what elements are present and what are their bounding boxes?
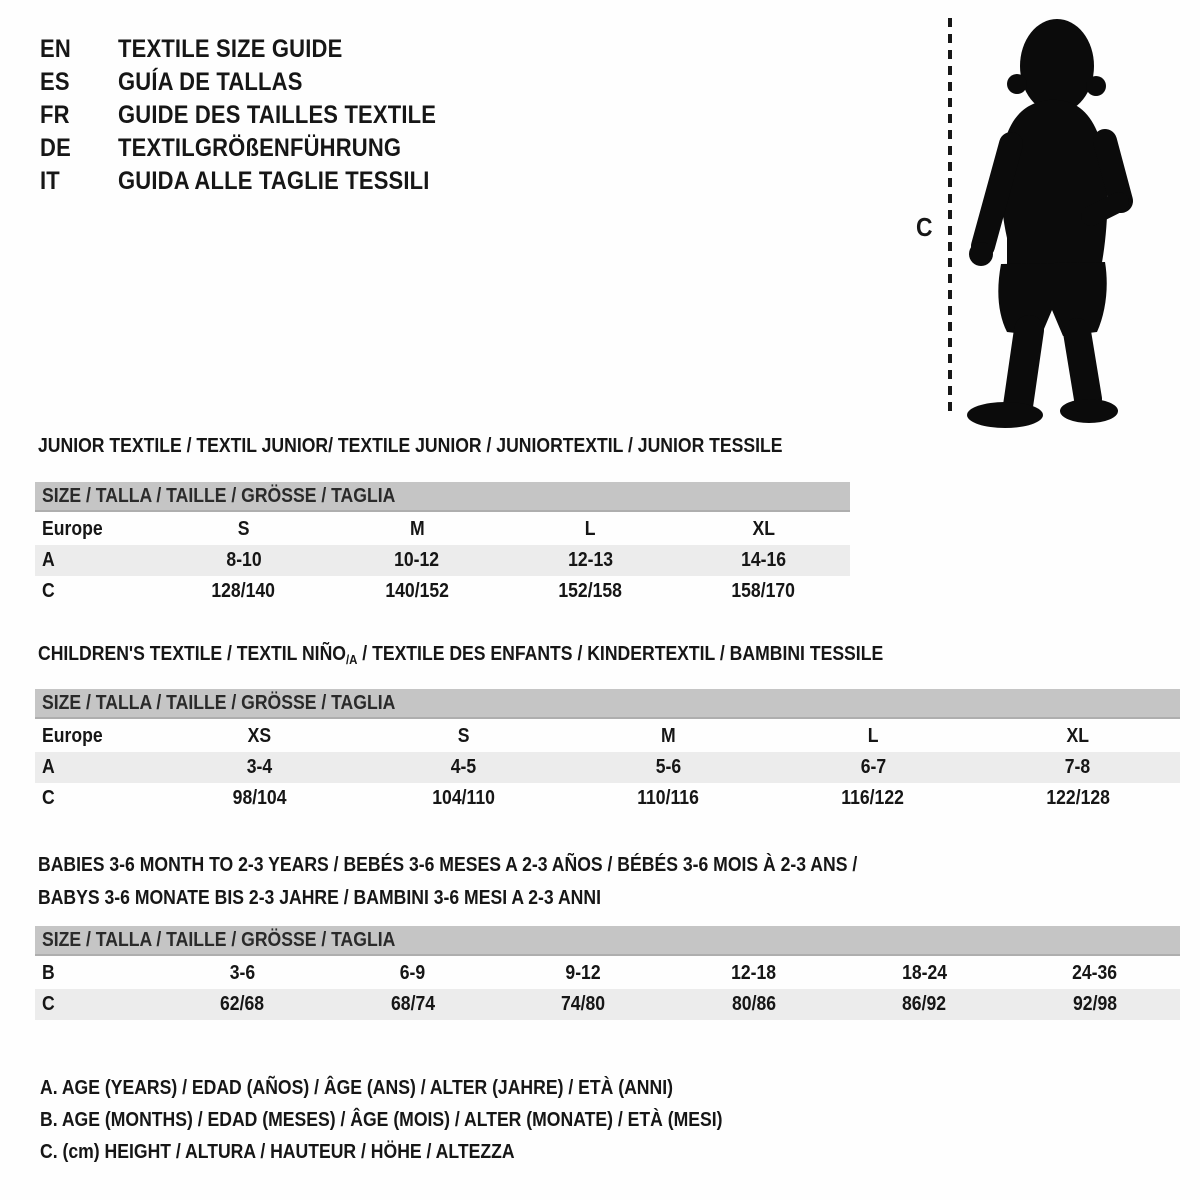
size-cell (677, 580, 850, 603)
size-section-junior (35, 434, 850, 602)
section-title-text: JUNIOR TEXTILE / TEXTIL JUNIOR/ TEXTILE JUNIOR / JUNIORTEXTIL / JUNIOR TESSILE (38, 435, 783, 457)
size-cell-text: 9-12 (565, 962, 601, 984)
size-cell-text: 6-9 (400, 962, 426, 984)
table-row (35, 989, 1180, 1020)
size-cell (157, 549, 330, 572)
row-label-text: B (42, 962, 55, 984)
section-title-text: / TEXTILE DES ENFANTS / KINDERTEXTIL / BAMBINI TESSILE (357, 643, 884, 665)
size-cell (157, 725, 362, 748)
row-label (35, 580, 157, 603)
size-cell-text: L (867, 725, 879, 747)
size-cell (157, 962, 328, 985)
language-title: GUIDE DES TAILLES TEXTILE (118, 101, 437, 129)
size-cell (566, 787, 771, 810)
size-cell (362, 756, 567, 779)
size-header-label: SIZE / TALLA / TAILLE / GRÖSSE / TAGLIA (42, 484, 396, 507)
size-cell-text: 7-8 (1064, 756, 1091, 778)
row-label (35, 787, 157, 810)
size-cell (157, 756, 362, 779)
section-title-text: BABIES 3-6 MONTH TO 2-3 YEARS / BEBÉS 3-6 MESES A 2-3 AÑOS / BÉBÉS 3-6 MOIS À 2-3 ANS / (38, 854, 858, 876)
size-table (35, 689, 1180, 814)
size-cell (669, 993, 840, 1016)
size-cell-text: 74/80 (561, 993, 606, 1015)
size-cell (362, 725, 567, 748)
size-cell (975, 787, 1180, 810)
height-dashed-line (948, 18, 952, 416)
language-title: GUÍA DE TALLAS (118, 68, 303, 96)
table-row (35, 958, 1180, 989)
row-label (35, 549, 157, 572)
size-cell (157, 993, 328, 1016)
size-header-bar (35, 482, 850, 512)
size-cell-text: 140/152 (385, 580, 449, 602)
row-label (35, 756, 157, 779)
size-cell (669, 962, 840, 985)
size-cell-text: L (584, 518, 596, 540)
size-cell-text: 158/170 (731, 580, 796, 602)
size-cell (498, 993, 669, 1016)
language-header (40, 33, 480, 198)
size-cell-text: XL (1066, 725, 1089, 747)
language-title: GUIDA ALLE TAGLIE TESSILI (118, 167, 430, 195)
size-cell (330, 518, 503, 541)
size-cell-text: 86/92 (902, 993, 947, 1015)
size-cell-text: 5-6 (655, 756, 682, 778)
size-cell-text: XS (247, 725, 272, 747)
size-cell (157, 518, 330, 541)
section-title-subscript: /A (345, 652, 358, 667)
table-row (35, 545, 850, 576)
language-row (40, 165, 480, 198)
language-row (40, 33, 480, 66)
size-cell-text: 18-24 (901, 962, 947, 984)
language-row (40, 66, 480, 99)
size-cell-text: 24-36 (1072, 962, 1118, 984)
figure-measure-label: C (916, 212, 933, 242)
size-cell (975, 725, 1180, 748)
language-title: TEXTILE SIZE GUIDE (118, 35, 343, 63)
language-code: ES (40, 68, 70, 96)
size-cell (330, 549, 503, 572)
size-cell-text: 122/128 (1045, 787, 1110, 809)
size-cell-text: S (458, 725, 470, 747)
size-cell (566, 725, 771, 748)
section-title (35, 434, 850, 458)
size-cell (328, 962, 499, 985)
size-cell (771, 756, 976, 779)
size-cell-text: M (661, 725, 676, 747)
size-cell-text: S (237, 518, 250, 540)
table-row (35, 576, 850, 607)
language-row (40, 132, 480, 165)
size-cell (839, 993, 1010, 1016)
language-code: EN (40, 35, 71, 63)
size-cell-text: 14-16 (740, 549, 786, 571)
size-header-bar (35, 926, 1180, 956)
size-section-babies (35, 849, 1180, 1015)
section-title-text (38, 642, 883, 668)
row-label-text: C (42, 787, 55, 809)
size-cell-text: 62/68 (220, 993, 265, 1015)
size-cell-text: 12-18 (731, 962, 777, 984)
size-cell-text: 3-4 (246, 756, 273, 778)
toddler-silhouette-icon (965, 16, 1137, 431)
size-cell-text: 152/158 (558, 580, 622, 602)
section-title (35, 642, 1180, 668)
size-cell (330, 580, 503, 603)
legend-line-b: B. AGE (MONTHS) / EDAD (MESES) / ÂGE (MOIS) / ALTER (MONATE) / ETÀ (MESI) (40, 1109, 723, 1131)
size-cell-text: XL (752, 518, 775, 540)
size-cell (157, 580, 330, 603)
row-label-text: C (42, 580, 55, 602)
size-cell (498, 962, 669, 985)
size-header-bar (35, 689, 1180, 719)
size-cell (1010, 993, 1181, 1016)
section-title-text: CHILDREN'S TEXTILE / TEXTIL NIÑO (38, 643, 346, 665)
size-cell-text: 110/116 (637, 787, 700, 809)
table-row (35, 514, 850, 545)
size-cell-text: 10-12 (394, 549, 440, 571)
size-cell (566, 756, 771, 779)
size-cell-text: 12-13 (567, 549, 613, 571)
size-section-children (35, 642, 1180, 809)
size-cell (771, 787, 976, 810)
size-cell (157, 787, 362, 810)
size-cell (504, 580, 677, 603)
language-title: TEXTILGRÖßENFÜHRUNG (118, 134, 402, 162)
size-cell-text: 104/110 (432, 787, 496, 809)
row-label (35, 725, 157, 748)
size-header-label: SIZE / TALLA / TAILLE / GRÖSSE / TAGLIA (42, 928, 396, 951)
row-label-text: A (42, 756, 55, 778)
row-label (35, 993, 157, 1016)
size-cell-text: 3-6 (229, 962, 255, 984)
size-cell-text: 98/104 (232, 787, 287, 809)
size-cell-text: 4-5 (451, 756, 477, 778)
size-cell-text: 8-10 (226, 549, 262, 571)
size-cell (1010, 962, 1181, 985)
language-row (40, 99, 480, 132)
row-label-text: C (42, 993, 55, 1015)
size-cell (975, 756, 1180, 779)
size-cell-text: 128/140 (211, 580, 276, 602)
size-cell-text: 116/122 (841, 787, 905, 809)
size-cell-text: 80/86 (731, 993, 776, 1015)
row-label-text: Europe (42, 518, 103, 540)
table-row (35, 752, 1180, 783)
row-label-text: Europe (42, 725, 103, 747)
table-row (35, 783, 1180, 814)
legend-line-c: C. (cm) HEIGHT / ALTURA / HAUTEUR / HÖHE / ALTEZZA (40, 1141, 515, 1163)
size-cell-text: M (409, 518, 425, 540)
row-label (35, 518, 157, 541)
size-cell (328, 993, 499, 1016)
language-code: DE (40, 134, 71, 162)
size-cell (504, 549, 677, 572)
size-cell (771, 725, 976, 748)
size-cell (677, 549, 850, 572)
language-code: IT (40, 167, 60, 195)
table-row (35, 721, 1180, 752)
size-header-label: SIZE / TALLA / TAILLE / GRÖSSE / TAGLIA (42, 691, 396, 714)
size-table (35, 926, 1180, 1020)
size-cell (362, 787, 567, 810)
language-code: FR (40, 101, 70, 129)
size-cell-text: 6-7 (860, 756, 886, 778)
size-cell-text: 68/74 (390, 993, 435, 1015)
size-cell (504, 518, 677, 541)
legend (40, 1072, 816, 1168)
section-title (35, 882, 1180, 915)
legend-line-a: A. AGE (YEARS) / EDAD (AÑOS) / ÂGE (ANS) / ALTER (JAHRE) / ETÀ (ANNI) (40, 1077, 673, 1099)
size-cell (839, 962, 1010, 985)
section-title (35, 849, 1180, 882)
size-table (35, 482, 850, 607)
size-cell-text: 92/98 (1072, 993, 1117, 1015)
size-cell (677, 518, 850, 541)
row-label (35, 962, 157, 985)
row-label-text: A (42, 549, 55, 571)
section-title-text: BABYS 3-6 MONATE BIS 2-3 JAHRE / BAMBINI 3-6 MESI A 2-3 ANNI (38, 887, 601, 909)
